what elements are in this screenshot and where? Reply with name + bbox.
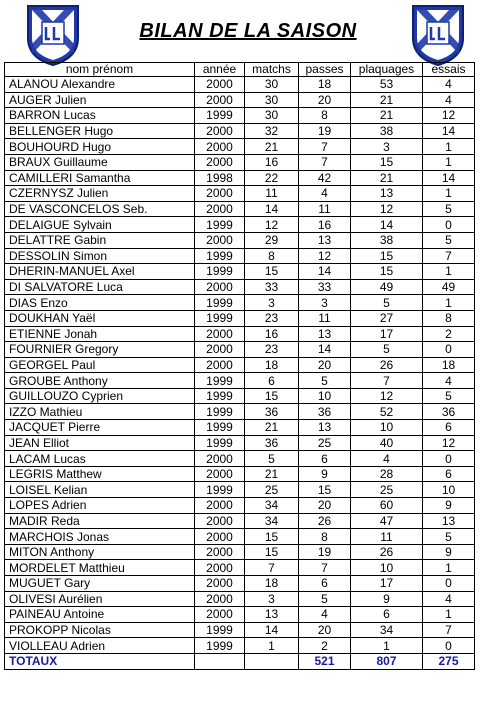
player-name-cell: LEGRIS Matthew xyxy=(5,466,195,482)
player-name-cell: DIAS Enzo xyxy=(5,295,195,311)
passes-cell: 13 xyxy=(299,232,351,248)
column-header-name: nom prénom xyxy=(5,63,195,77)
tries-cell: 0 xyxy=(423,638,475,654)
year-cell: 2000 xyxy=(195,529,245,545)
tries-cell: 5 xyxy=(423,201,475,217)
matches-cell: 1 xyxy=(245,638,299,654)
table-row xyxy=(5,388,475,404)
tackles-cell: 4 xyxy=(351,451,423,467)
tackles-cell: 26 xyxy=(351,357,423,373)
year-cell: 1999 xyxy=(195,482,245,498)
table-row xyxy=(5,77,475,93)
table-row xyxy=(5,373,475,389)
table-row xyxy=(5,139,475,155)
matches-cell: 36 xyxy=(245,404,299,420)
table-row xyxy=(5,357,475,373)
year-cell: 1999 xyxy=(195,435,245,451)
year-cell: 2000 xyxy=(195,342,245,358)
matches-cell: 29 xyxy=(245,232,299,248)
totals-essais: 275 xyxy=(423,653,475,669)
passes-cell: 19 xyxy=(299,123,351,139)
table-row xyxy=(5,466,475,482)
tries-cell: 13 xyxy=(423,513,475,529)
player-name-cell: MORDELET Matthieu xyxy=(5,560,195,576)
tackles-cell: 10 xyxy=(351,560,423,576)
totals-annee xyxy=(195,653,245,669)
table-row xyxy=(5,264,475,280)
player-name-cell: DE VASCONCELOS Seb. xyxy=(5,201,195,217)
tackles-cell: 40 xyxy=(351,435,423,451)
totals-matchs xyxy=(245,653,299,669)
table-row xyxy=(5,326,475,342)
passes-cell: 20 xyxy=(299,92,351,108)
year-cell: 2000 xyxy=(195,451,245,467)
matches-cell: 21 xyxy=(245,420,299,436)
matches-cell: 16 xyxy=(245,154,299,170)
player-name-cell: MADIR Reda xyxy=(5,513,195,529)
tackles-cell: 12 xyxy=(351,388,423,404)
tackles-cell: 27 xyxy=(351,310,423,326)
passes-cell: 7 xyxy=(299,154,351,170)
passes-cell: 6 xyxy=(299,451,351,467)
player-name-cell: GUILLOUZO Cyprien xyxy=(5,388,195,404)
year-cell: 1999 xyxy=(195,108,245,124)
passes-cell: 11 xyxy=(299,310,351,326)
year-cell: 2000 xyxy=(195,186,245,202)
passes-cell: 25 xyxy=(299,435,351,451)
matches-cell: 25 xyxy=(245,482,299,498)
table-row xyxy=(5,513,475,529)
table-row xyxy=(5,310,475,326)
matches-cell: 14 xyxy=(245,201,299,217)
passes-cell: 12 xyxy=(299,248,351,264)
tackles-cell: 52 xyxy=(351,404,423,420)
passes-cell: 20 xyxy=(299,622,351,638)
tries-cell: 18 xyxy=(423,357,475,373)
table-row xyxy=(5,123,475,139)
player-name-cell: DOUKHAN Yaël xyxy=(5,310,195,326)
tackles-cell: 10 xyxy=(351,420,423,436)
table-row xyxy=(5,248,475,264)
passes-cell: 8 xyxy=(299,108,351,124)
tries-cell: 0 xyxy=(423,576,475,592)
player-name-cell: VIOLLEAU Adrien xyxy=(5,638,195,654)
passes-cell: 11 xyxy=(299,201,351,217)
player-name-cell: JACQUET Pierre xyxy=(5,420,195,436)
year-cell: 2000 xyxy=(195,513,245,529)
tries-cell: 2 xyxy=(423,326,475,342)
tackles-cell: 38 xyxy=(351,232,423,248)
year-cell: 2000 xyxy=(195,498,245,514)
table-row xyxy=(5,607,475,623)
passes-cell: 13 xyxy=(299,420,351,436)
table-row xyxy=(5,638,475,654)
page-title: BILAN DE LA SAISON xyxy=(139,20,357,42)
table-row xyxy=(5,404,475,420)
table-row xyxy=(5,170,475,186)
column-header-essais: essais xyxy=(423,63,475,77)
tries-cell: 0 xyxy=(423,217,475,233)
year-cell: 2000 xyxy=(195,139,245,155)
tackles-cell: 34 xyxy=(351,622,423,638)
tries-cell: 1 xyxy=(423,154,475,170)
tries-cell: 49 xyxy=(423,279,475,295)
tackles-cell: 15 xyxy=(351,248,423,264)
tackles-cell: 47 xyxy=(351,513,423,529)
table-row xyxy=(5,154,475,170)
column-header-matchs: matchs xyxy=(245,63,299,77)
table-row xyxy=(5,482,475,498)
passes-cell: 14 xyxy=(299,342,351,358)
table-row xyxy=(5,217,475,233)
table-row xyxy=(5,451,475,467)
table-row xyxy=(5,295,475,311)
tries-cell: 5 xyxy=(423,529,475,545)
matches-cell: 23 xyxy=(245,342,299,358)
matches-cell: 30 xyxy=(245,77,299,93)
matches-cell: 22 xyxy=(245,170,299,186)
passes-cell: 3 xyxy=(299,295,351,311)
tries-cell: 6 xyxy=(423,466,475,482)
passes-cell: 20 xyxy=(299,357,351,373)
player-name-cell: CZERNYSZ Julien xyxy=(5,186,195,202)
matches-cell: 16 xyxy=(245,326,299,342)
player-name-cell: FOURNIER Gregory xyxy=(5,342,195,358)
player-name-cell: BELLENGER Hugo xyxy=(5,123,195,139)
passes-cell: 18 xyxy=(299,77,351,93)
table-row xyxy=(5,232,475,248)
tackles-cell: 13 xyxy=(351,186,423,202)
passes-cell: 5 xyxy=(299,373,351,389)
tries-cell: 9 xyxy=(423,544,475,560)
passes-cell: 5 xyxy=(299,591,351,607)
player-name-cell: DELAIGUE Sylvain xyxy=(5,217,195,233)
player-name-cell: BOUHOURD Hugo xyxy=(5,139,195,155)
matches-cell: 11 xyxy=(245,186,299,202)
tackles-cell: 6 xyxy=(351,607,423,623)
table-row xyxy=(5,544,475,560)
year-cell: 2000 xyxy=(195,357,245,373)
table-row xyxy=(5,186,475,202)
tries-cell: 36 xyxy=(423,404,475,420)
player-name-cell: DHERIN-MANUEL Axel xyxy=(5,264,195,280)
passes-cell: 9 xyxy=(299,466,351,482)
matches-cell: 18 xyxy=(245,357,299,373)
passes-cell: 4 xyxy=(299,607,351,623)
player-name-cell: CAMILLERI Samantha xyxy=(5,170,195,186)
matches-cell: 15 xyxy=(245,264,299,280)
column-header-annee: année xyxy=(195,63,245,77)
year-cell: 1999 xyxy=(195,310,245,326)
table-row xyxy=(5,201,475,217)
passes-cell: 36 xyxy=(299,404,351,420)
tries-cell: 4 xyxy=(423,591,475,607)
year-cell: 2000 xyxy=(195,92,245,108)
tries-cell: 4 xyxy=(423,373,475,389)
year-cell: 1999 xyxy=(195,622,245,638)
column-header-plaquages: plaquages xyxy=(351,63,423,77)
tackles-cell: 21 xyxy=(351,108,423,124)
passes-cell: 14 xyxy=(299,264,351,280)
tackles-cell: 9 xyxy=(351,591,423,607)
tackles-cell: 1 xyxy=(351,638,423,654)
matches-cell: 23 xyxy=(245,310,299,326)
tries-cell: 1 xyxy=(423,560,475,576)
player-name-cell: BRAUX Guillaume xyxy=(5,154,195,170)
tries-cell: 1 xyxy=(423,607,475,623)
passes-cell: 26 xyxy=(299,513,351,529)
matches-cell: 8 xyxy=(245,248,299,264)
matches-cell: 21 xyxy=(245,139,299,155)
tackles-cell: 15 xyxy=(351,154,423,170)
matches-cell: 14 xyxy=(245,622,299,638)
tackles-cell: 7 xyxy=(351,373,423,389)
player-name-cell: MUGUET Gary xyxy=(5,576,195,592)
year-cell: 2000 xyxy=(195,123,245,139)
tries-cell: 5 xyxy=(423,232,475,248)
matches-cell: 34 xyxy=(245,498,299,514)
matches-cell: 7 xyxy=(245,560,299,576)
season-stats-table xyxy=(4,62,475,670)
matches-cell: 21 xyxy=(245,466,299,482)
matches-cell: 3 xyxy=(245,591,299,607)
totals-row xyxy=(5,653,475,669)
tries-cell: 9 xyxy=(423,498,475,514)
tackles-cell: 26 xyxy=(351,544,423,560)
player-name-cell: PROKOPP Nicolas xyxy=(5,622,195,638)
tackles-cell: 14 xyxy=(351,217,423,233)
tackles-cell: 5 xyxy=(351,342,423,358)
passes-cell: 15 xyxy=(299,482,351,498)
tries-cell: 14 xyxy=(423,123,475,139)
passes-cell: 42 xyxy=(299,170,351,186)
passes-cell: 4 xyxy=(299,186,351,202)
passes-cell: 8 xyxy=(299,529,351,545)
tries-cell: 4 xyxy=(423,77,475,93)
tries-cell: 1 xyxy=(423,139,475,155)
passes-cell: 2 xyxy=(299,638,351,654)
player-name-cell: DI SALVATORE Luca xyxy=(5,279,195,295)
player-name-cell: JEAN Elliot xyxy=(5,435,195,451)
tackles-cell: 12 xyxy=(351,201,423,217)
table-row xyxy=(5,279,475,295)
player-name-cell: MARCHOIS Jonas xyxy=(5,529,195,545)
passes-cell: 16 xyxy=(299,217,351,233)
year-cell: 1999 xyxy=(195,264,245,280)
passes-cell: 19 xyxy=(299,544,351,560)
year-cell: 2000 xyxy=(195,591,245,607)
totals-label: TOTAUX xyxy=(5,653,195,669)
player-name-cell: LOPES Adrien xyxy=(5,498,195,514)
year-cell: 1999 xyxy=(195,295,245,311)
table-row xyxy=(5,108,475,124)
tries-cell: 1 xyxy=(423,295,475,311)
passes-cell: 33 xyxy=(299,279,351,295)
matches-cell: 15 xyxy=(245,388,299,404)
player-name-cell: GROUBE Anthony xyxy=(5,373,195,389)
tackles-cell: 21 xyxy=(351,170,423,186)
tackles-cell: 17 xyxy=(351,326,423,342)
player-name-cell: OLIVESI Aurélien xyxy=(5,591,195,607)
matches-cell: 33 xyxy=(245,279,299,295)
table-row xyxy=(5,342,475,358)
year-cell: 1998 xyxy=(195,170,245,186)
year-cell: 2000 xyxy=(195,560,245,576)
matches-cell: 6 xyxy=(245,373,299,389)
year-cell: 1999 xyxy=(195,373,245,389)
tries-cell: 10 xyxy=(423,482,475,498)
tackles-cell: 60 xyxy=(351,498,423,514)
player-name-cell: PAINEAU Antoine xyxy=(5,607,195,623)
year-cell: 1999 xyxy=(195,248,245,264)
tackles-cell: 5 xyxy=(351,295,423,311)
year-cell: 2000 xyxy=(195,466,245,482)
year-cell: 2000 xyxy=(195,544,245,560)
player-name-cell: DELATTRE Gabin xyxy=(5,232,195,248)
player-name-cell: AUGER Julien xyxy=(5,92,195,108)
player-name-cell: BARRON Lucas xyxy=(5,108,195,124)
year-cell: 2000 xyxy=(195,77,245,93)
year-cell: 2000 xyxy=(195,326,245,342)
column-header-passes: passes xyxy=(299,63,351,77)
tries-cell: 5 xyxy=(423,388,475,404)
tackles-cell: 28 xyxy=(351,466,423,482)
tackles-cell: 3 xyxy=(351,139,423,155)
table-row xyxy=(5,560,475,576)
year-cell: 1999 xyxy=(195,404,245,420)
matches-cell: 32 xyxy=(245,123,299,139)
table-row xyxy=(5,498,475,514)
tries-cell: 12 xyxy=(423,435,475,451)
matches-cell: 13 xyxy=(245,607,299,623)
passes-cell: 6 xyxy=(299,576,351,592)
year-cell: 1999 xyxy=(195,217,245,233)
tries-cell: 1 xyxy=(423,186,475,202)
table-row xyxy=(5,529,475,545)
matches-cell: 12 xyxy=(245,217,299,233)
year-cell: 1999 xyxy=(195,420,245,436)
year-cell: 2000 xyxy=(195,607,245,623)
passes-cell: 10 xyxy=(299,388,351,404)
table-row xyxy=(5,92,475,108)
year-cell: 2000 xyxy=(195,232,245,248)
year-cell: 2000 xyxy=(195,154,245,170)
table-row xyxy=(5,622,475,638)
player-name-cell: ALANOU Alexandre xyxy=(5,77,195,93)
player-name-cell: LOISEL Kelian xyxy=(5,482,195,498)
tries-cell: 7 xyxy=(423,622,475,638)
year-cell: 2000 xyxy=(195,201,245,217)
passes-cell: 13 xyxy=(299,326,351,342)
player-name-cell: IZZO Mathieu xyxy=(5,404,195,420)
tackles-cell: 38 xyxy=(351,123,423,139)
table-row xyxy=(5,576,475,592)
tackles-cell: 49 xyxy=(351,279,423,295)
player-name-cell: GEORGEL Paul xyxy=(5,357,195,373)
year-cell: 2000 xyxy=(195,576,245,592)
tries-cell: 0 xyxy=(423,342,475,358)
table-header-row xyxy=(5,63,475,77)
player-name-cell: LACAM Lucas xyxy=(5,451,195,467)
tries-cell: 4 xyxy=(423,92,475,108)
player-name-cell: DESSOLIN Simon xyxy=(5,248,195,264)
tries-cell: 0 xyxy=(423,451,475,467)
tackles-cell: 11 xyxy=(351,529,423,545)
tackles-cell: 21 xyxy=(351,92,423,108)
passes-cell: 7 xyxy=(299,560,351,576)
table-row xyxy=(5,435,475,451)
matches-cell: 15 xyxy=(245,529,299,545)
matches-cell: 34 xyxy=(245,513,299,529)
matches-cell: 30 xyxy=(245,108,299,124)
year-cell: 1999 xyxy=(195,638,245,654)
tries-cell: 6 xyxy=(423,420,475,436)
tries-cell: 12 xyxy=(423,108,475,124)
tackles-cell: 17 xyxy=(351,576,423,592)
tackles-cell: 25 xyxy=(351,482,423,498)
matches-cell: 36 xyxy=(245,435,299,451)
totals-passes: 521 xyxy=(299,653,351,669)
matches-cell: 15 xyxy=(245,544,299,560)
table-row xyxy=(5,420,475,436)
passes-cell: 7 xyxy=(299,139,351,155)
matches-cell: 18 xyxy=(245,576,299,592)
totals-plaquages: 807 xyxy=(351,653,423,669)
tackles-cell: 53 xyxy=(351,77,423,93)
tackles-cell: 15 xyxy=(351,264,423,280)
tries-cell: 1 xyxy=(423,264,475,280)
matches-cell: 30 xyxy=(245,92,299,108)
matches-cell: 3 xyxy=(245,295,299,311)
player-name-cell: MITON Anthony xyxy=(5,544,195,560)
table-row xyxy=(5,591,475,607)
tries-cell: 8 xyxy=(423,310,475,326)
year-cell: 1999 xyxy=(195,388,245,404)
tries-cell: 7 xyxy=(423,248,475,264)
year-cell: 2000 xyxy=(195,279,245,295)
player-name-cell: ETIENNE Jonah xyxy=(5,326,195,342)
passes-cell: 20 xyxy=(299,498,351,514)
matches-cell: 5 xyxy=(245,451,299,467)
tries-cell: 14 xyxy=(423,170,475,186)
